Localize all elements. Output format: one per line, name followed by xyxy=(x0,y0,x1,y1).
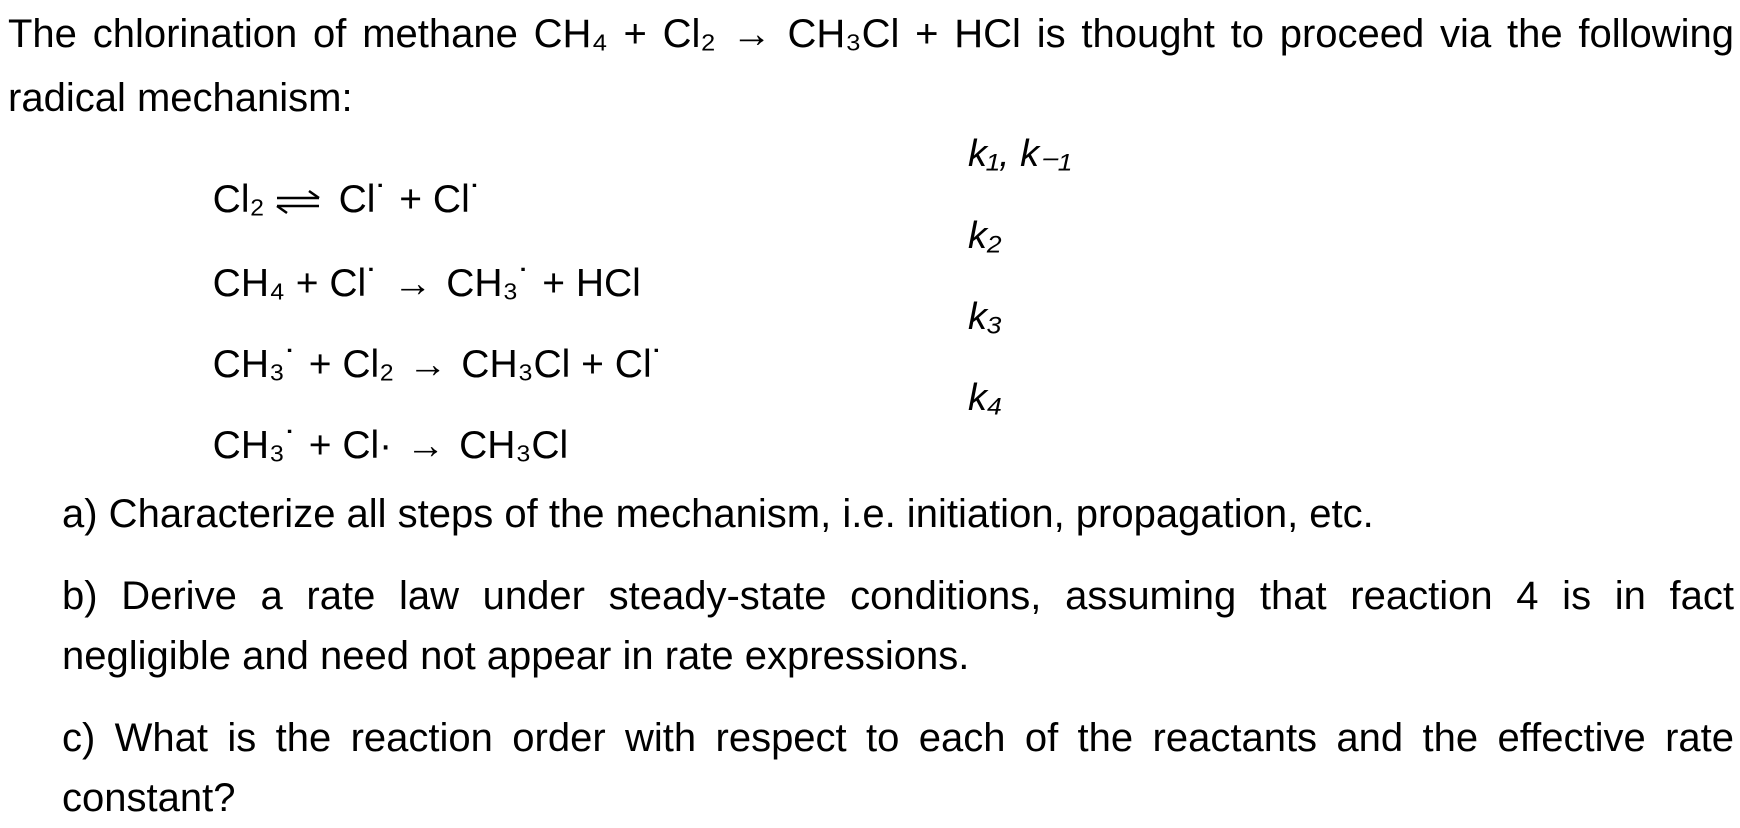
equilibrium-arrow-icon xyxy=(275,189,321,215)
reaction-arrow-icon: → xyxy=(408,343,448,386)
step-3-products: CH₃Cl + Cl˙ xyxy=(461,343,665,386)
step-4-products: CH₃Cl xyxy=(459,424,569,467)
question-b: b) Derive a rate law under steady-state conditions, assuming that reaction 4 is in fact negligible and need not appear in rate expressions. xyxy=(62,574,1734,678)
step-1-products: Cl˙ + Cl˙ xyxy=(338,178,483,221)
reaction-arrow-icon: → xyxy=(406,424,446,467)
step-4-reactants: CH₃˙ + Cl· xyxy=(212,424,393,467)
step-1-reactants: Cl₂ xyxy=(212,178,265,221)
step-2-reactants: CH₄ + Cl˙ xyxy=(212,262,380,305)
reaction-arrow-icon: → xyxy=(393,262,433,305)
question-a: a) Characterize all steps of the mechanism, i.e. initiation, propagation, etc. xyxy=(62,492,1374,536)
step-3-rate-constant: k₃ xyxy=(968,296,1003,338)
intro-paragraph: The chlorination of methane CH₄ + Cl₂ → CH₃Cl + HCl is thought to proceed via the following radical mechanism: xyxy=(8,12,1734,120)
step-2-products: CH₃˙ + HCl xyxy=(446,262,641,305)
step-4-rate-constant: k₄ xyxy=(968,377,1003,419)
step-1-rate-constants: k₁, k₋₁ xyxy=(968,133,1072,175)
question-c: c) What is the reaction order with respect to each of the reactants and the effective rate constant? xyxy=(62,716,1734,820)
step-3-reactants: CH₃˙ + Cl₂ xyxy=(212,343,395,386)
mechanism-step-4 xyxy=(191,374,568,470)
step-2-rate-constant: k₂ xyxy=(968,215,1002,257)
mechanism-step-1 xyxy=(191,128,483,224)
